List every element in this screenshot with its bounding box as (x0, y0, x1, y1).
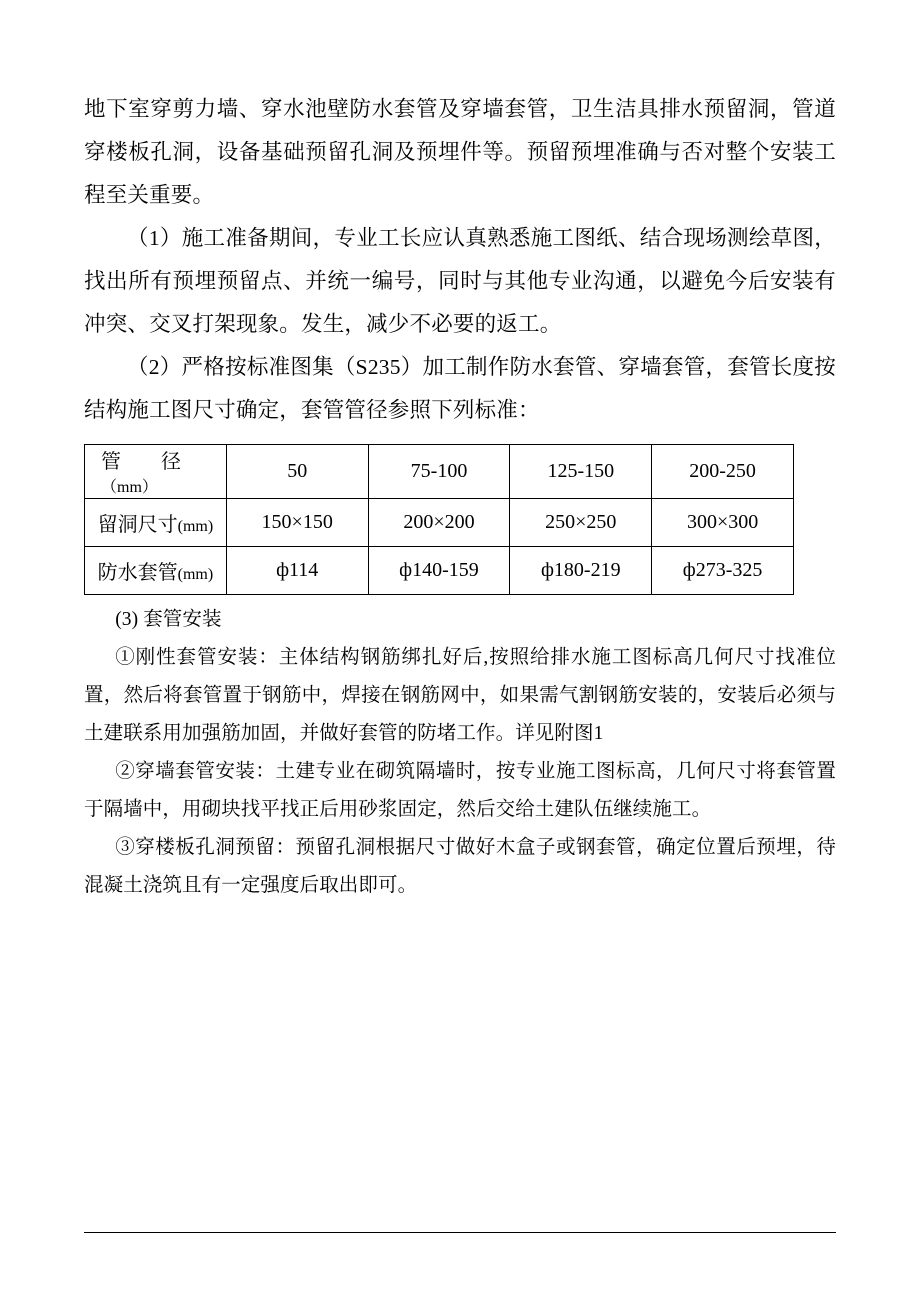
table-row-label-unit: (mm) (177, 518, 214, 535)
table-cell: ф114 (226, 547, 368, 595)
table-cell: 200×200 (368, 499, 510, 547)
table-cell: 250×250 (510, 499, 652, 547)
table-cell: 300×300 (652, 499, 794, 547)
table-cell: ф273-325 (652, 547, 794, 595)
table-cell: 75-100 (368, 445, 510, 499)
table-cell: ф140-159 (368, 547, 510, 595)
table-cell: 150×150 (226, 499, 368, 547)
table-row (85, 445, 794, 499)
paragraph-sub-2: ②穿墙套管安装：土建专业在砌筑隔墙时，按专业施工图标高，几何尺寸将套管置于隔墙中，用砌块找平找正后用砂浆固定，然后交给土建队伍继续施工。 (84, 761, 836, 820)
table-cell: 200-250 (652, 445, 794, 499)
table-row-label-text: 防水套管 (97, 562, 178, 584)
paragraph-item-2: （2）严格按标准图集（S235）加工制作防水套管、穿墙套管，套管长度按结构施工图尺寸确定，套管管径参照下列标准： (84, 355, 836, 422)
paragraph-item-1: （1）施工准备期间，专业工长应认真熟悉施工图纸、结合现场测绘草图，找出所有预埋预留点、并统一编号，同时与其他专业沟通，以避免今后安装有冲突、交叉打架现象。发生，减少不必要的返工。 (84, 226, 836, 336)
table-header-label (85, 445, 227, 499)
pipe-spec-table (84, 444, 794, 595)
table-cell: 125-150 (510, 445, 652, 499)
table-row (85, 499, 794, 547)
table-header-label-unit: （mm） (101, 479, 158, 496)
paragraph-sub-3: ③穿楼板孔洞预留：预留孔洞根据尺寸做好木盒子或钢套管，确定位置后预埋，待混凝土浇筑且有一定强度后取出即可。 (84, 837, 836, 896)
table-cell: 50 (226, 445, 368, 499)
paragraph-intro: 地下室穿剪力墙、穿水池壁防水套管及穿墙套管，卫生洁具排水预留洞，管道穿楼板孔洞，设备基础预留孔洞及预埋件等。预留预埋准确与否对整个安装工程至关重要。 (84, 97, 836, 207)
table-header-label-text: 管 径 (101, 451, 181, 473)
paragraph-item-3: (3) 套管安装 (115, 609, 222, 630)
table-cell: ф180-219 (510, 547, 652, 595)
table-row-label-text: 留洞尺寸 (97, 514, 178, 536)
table-row-label (85, 499, 227, 547)
table-row-label (85, 547, 227, 595)
paragraph-sub-1: ①刚性套管安装：主体结构钢筋绑扎好后,按照给排水施工图标高几何尺寸找准位置，然后将套管置于钢筋中，焊接在钢筋网中，如果需气割钢筋安装的，安装后必须与土建联系用加强筋加固，并做好套管的防堵工作。详见附图1 (84, 647, 836, 744)
footer-divider (84, 1232, 836, 1233)
table-row-label-unit: (mm) (177, 566, 214, 583)
table-row (85, 547, 794, 595)
